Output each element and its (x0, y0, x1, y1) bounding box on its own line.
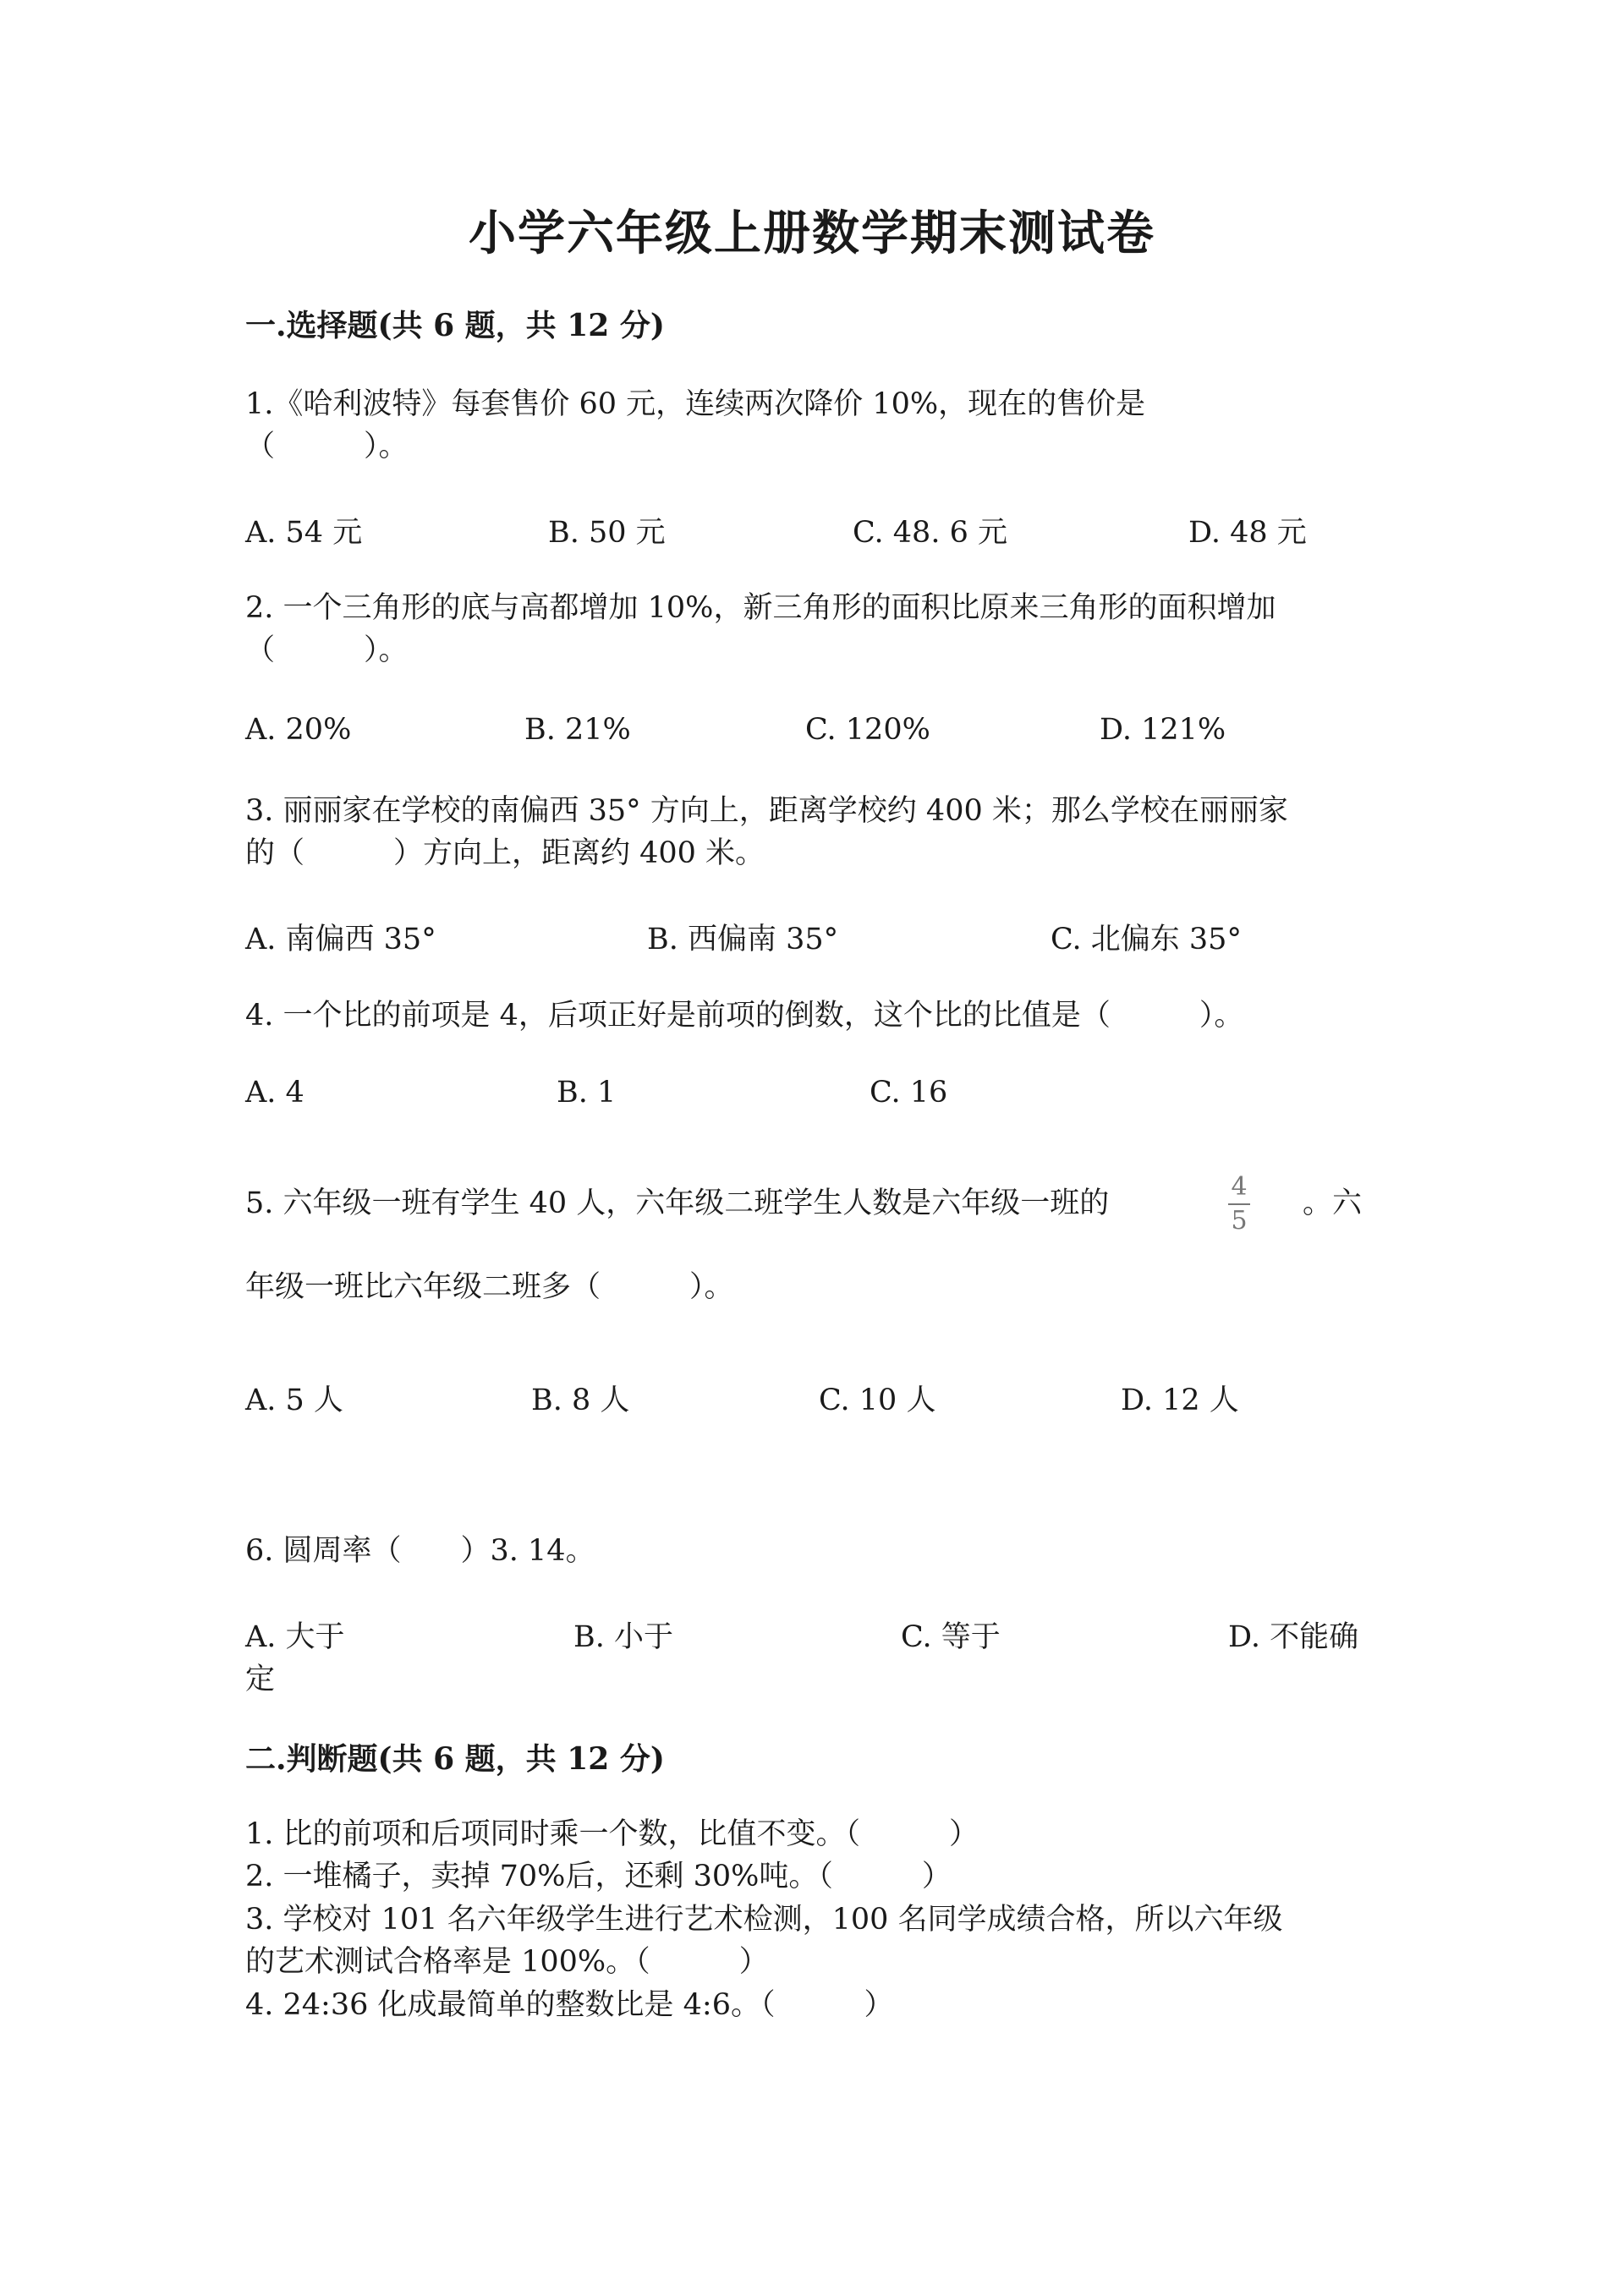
question-5-line-1-after: 。六 (1303, 1186, 1363, 1220)
question-6-option-a: A. 大于 (245, 1620, 345, 1654)
question-3-line-2: 的（ ）方向上，距离约 400 米。 (245, 836, 765, 870)
fraction-bar (1228, 1203, 1250, 1205)
question-6-option-d: D. 不能确 (1228, 1620, 1359, 1654)
question-5-option-c: C. 10 人 (819, 1384, 936, 1417)
question-6-option-c: C. 等于 (901, 1620, 1001, 1654)
question-6-line-1: 6. 圆周率（ ）3. 14。 (245, 1534, 595, 1568)
question-1-line-2: （ ）。 (245, 430, 409, 463)
page-title: 小学六年级上册数学期末测试卷 (469, 205, 1155, 261)
question-1-option-b: B. 50 元 (548, 516, 666, 550)
judgment-item-1: 1. 比的前项和后项同时乘一个数，比值不变。（ ） (245, 1817, 979, 1851)
question-3-option-c: C. 北偏东 35° (1051, 923, 1242, 956)
question-2-option-d: D. 121% (1100, 713, 1226, 747)
question-2-option-c: C. 120% (805, 713, 930, 747)
fraction-four-fifths (1228, 1173, 1250, 1236)
question-2-option-a: A. 20% (245, 713, 352, 747)
question-4-option-a: A. 4 (245, 1076, 304, 1110)
question-1-option-c: C. 48. 6 元 (853, 516, 1007, 550)
section-heading-judgment: 二.判断题(共 6 题，共 12 分) (245, 1741, 665, 1777)
section-heading-choice: 一.选择题(共 6 题，共 12 分) (245, 308, 665, 343)
question-2-line-1: 2. 一个三角形的底与高都增加 10%，新三角形的面积比原来三角形的面积增加 (245, 591, 1276, 625)
question-6-option-wrap: 定 (245, 1663, 276, 1696)
question-5-option-b: B. 8 人 (531, 1384, 630, 1417)
question-2-line-2: （ ）。 (245, 633, 409, 667)
question-4-option-b: B. 1 (557, 1076, 617, 1110)
question-4-line-1: 4. 一个比的前项是 4，后项正好是前项的倒数，这个比的比值是（ ）。 (245, 999, 1244, 1033)
question-5-line-1-before: 5. 六年级一班有学生 40 人，六年级二班学生人数是六年级一班的 (245, 1186, 1110, 1220)
fraction-denominator: 5 (1231, 1206, 1248, 1236)
question-1-option-a: A. 54 元 (245, 516, 363, 550)
question-1-line-1: 1.《哈利波特》每套售价 60 元，连续两次降价 10%，现在的售价是 (245, 387, 1146, 421)
question-2-option-b: B. 21% (524, 713, 631, 747)
judgment-item-3-line-2: 的艺术测试合格率是 100%。（ ） (245, 1945, 769, 1979)
question-5-line-2: 年级一班比六年级二班多（ ）。 (245, 1270, 734, 1304)
question-3-option-a: A. 南偏西 35° (245, 923, 436, 956)
question-6-option-b: B. 小于 (573, 1620, 673, 1654)
question-5-option-a: A. 5 人 (245, 1384, 343, 1417)
judgment-item-3-line-1: 3. 学校对 101 名六年级学生进行艺术检测，100 名同学成绩合格，所以六年级 (245, 1903, 1283, 1937)
judgment-item-2: 2. 一堆橘子，卖掉 70%后，还剩 30%吨。（ ） (245, 1860, 952, 1893)
judgment-item-4: 4. 24:36 化成最简单的整数比是 4:6。（ ） (245, 1988, 894, 2022)
question-3-option-b: B. 西偏南 35° (647, 923, 839, 956)
fraction-numerator: 4 (1231, 1172, 1248, 1202)
question-4-option-c: C. 16 (870, 1076, 948, 1110)
question-5-option-d: D. 12 人 (1121, 1384, 1239, 1417)
question-1-option-d: D. 48 元 (1188, 516, 1307, 550)
question-3-line-1: 3. 丽丽家在学校的南偏西 35° 方向上，距离学校约 400 米；那么学校在丽丽家 (245, 794, 1288, 828)
